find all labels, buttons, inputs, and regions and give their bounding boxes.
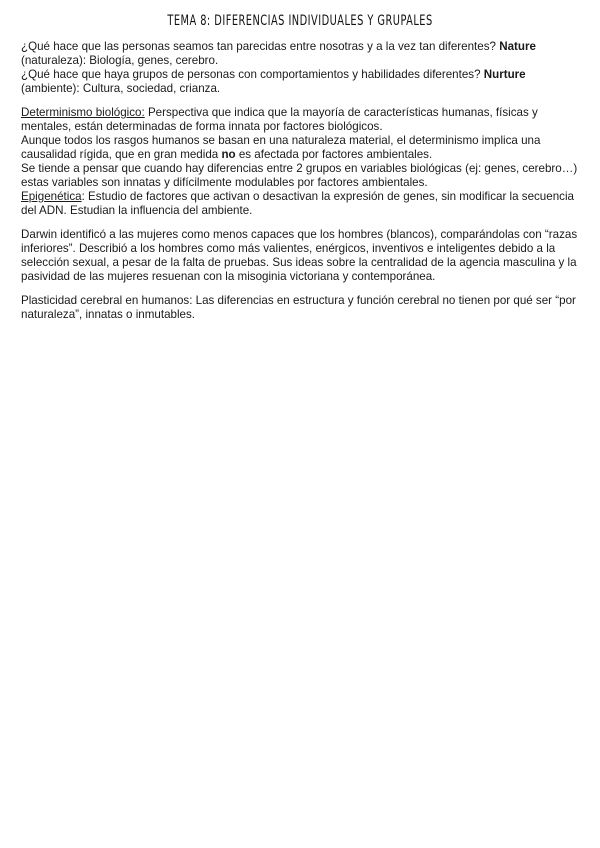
epigenetica-term: Epigenética xyxy=(21,190,82,203)
causalidad-bold: no xyxy=(221,148,236,161)
causalidad-after: es afectada por factores ambientales. xyxy=(235,148,433,161)
determinismo-definition: Perspectiva que indica que la mayoría de características humanas, físicas y mentales, están determinadas de forma innata por factores biológicos. xyxy=(21,106,538,133)
nurture-term: Nurture xyxy=(483,68,526,81)
causalidad-before: Aunque todos los rasgos humanos se basan en una naturaleza material, el determinismo implica una causalidad rígida, que en gran medida xyxy=(21,134,541,161)
document-body xyxy=(21,40,583,328)
nature-term: Nature xyxy=(499,40,536,53)
epigenetica-definition: : Estudio de factores que activan o desactivan la expresión de genes, sin modificar la secuencia del ADN. Estudian la influencia del ambiente. xyxy=(21,190,574,217)
plasticidad-paragraph: Plasticidad cerebral en humanos: Las diferencias en estructura y función cerebral no tienen por qué ser “por naturaleza”, innatas o inmutables. xyxy=(21,294,576,321)
nurture-description: (ambiente): Cultura, sociedad, crianza. xyxy=(21,82,221,95)
question-nature: ¿Qué hace que las personas seamos tan parecidas entre nosotras y a la vez tan diferentes? xyxy=(21,40,500,53)
darwin-paragraph: Darwin identificó a las mujeres como menos capaces que los hombres (blancos), comparándolas con “razas inferiores”. Describió a los hombres como más valientes, enérgicos, inventivos e inteligentes debido a la selección sexual, a pesar de la falta de pruebas. Sus ideas sobre la centralidad de la agencia masculina y la pasividad de las mujeres resuenan con la misoginia victoriana y contemporánea. xyxy=(21,228,578,283)
causalidad-text xyxy=(21,134,583,162)
determinismo-term: Determinismo biológico: xyxy=(21,106,145,119)
page-title: TEMA 8: DIFERENCIAS INDIVIDUALES Y GRUPALES xyxy=(167,13,433,29)
nature-description: (naturaleza): Biología, genes, cerebro. xyxy=(21,54,219,67)
determinismo-paragraph xyxy=(21,106,583,218)
epigenetica-text xyxy=(21,190,583,218)
diferencias-grupos-text: Se tiende a pensar que cuando hay diferencias entre 2 grupos en variables biológicas (ej: genes, cerebro…) estas variables son innatas y difícilmente modulables por factores ambientales. xyxy=(21,162,578,189)
question-nurture: ¿Qué hace que haya grupos de personas con comportamientos y habilidades diferentes? xyxy=(21,68,484,81)
intro-paragraph xyxy=(21,40,583,96)
